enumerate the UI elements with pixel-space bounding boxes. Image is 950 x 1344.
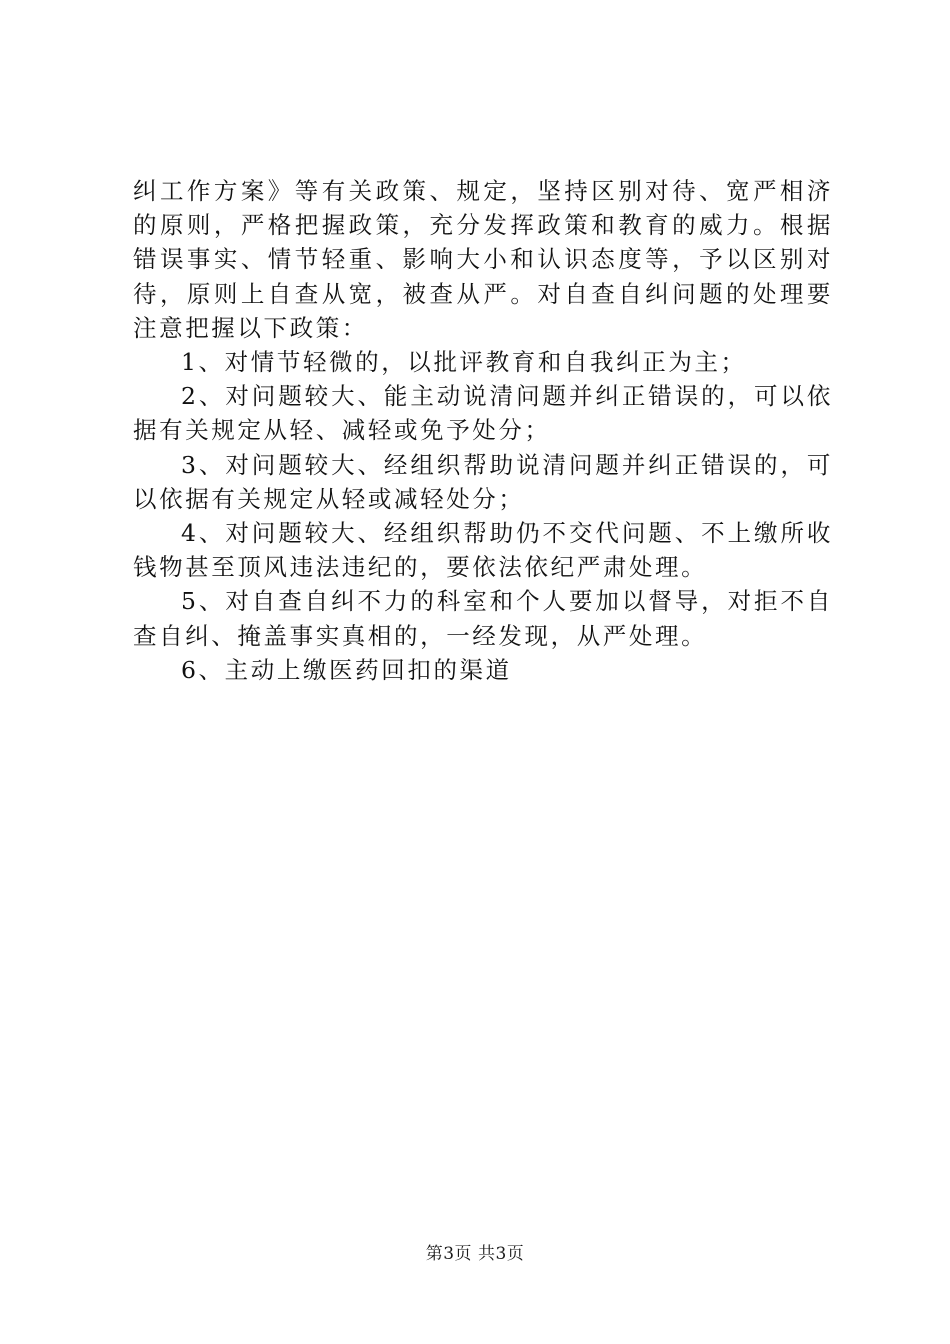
paragraph-item-2: 2、对问题较大、能主动说清问题并纠正错误的，可以依据有关规定从轻、减轻或免予处分；	[133, 382, 833, 445]
paragraph-item-4: 4、对问题较大、经组织帮助仍不交代问题、不上缴所收钱物甚至顶风违法违纪的，要依法依纪严肃处理。	[133, 519, 833, 582]
document-body	[133, 174, 833, 687]
paragraph-item-1: 1、对情节轻微的，以批评教育和自我纠正为主；	[181, 348, 747, 377]
paragraph-item-3: 3、对问题较大、经组织帮助说清问题并纠正错误的，可以依据有关规定从轻或减轻处分；	[133, 450, 833, 513]
page-number-label: 第3页 共3页	[425, 1244, 525, 1264]
paragraph-policy-intro: 纠工作方案》等有关政策、规定，坚持区别对待、宽严相济的原则，严格把握政策，充分发挥政策和教育的威力。根据错误事实、情节轻重、影响大小和认识态度等，予以区别对待，原则上自查从宽，被查从严。对自查自纠问题的处理要注意把握以下政策：	[133, 177, 833, 342]
paragraph-item-5: 5、对自查自纠不力的科室和个人要加以督导，对拒不自查自纠、掩盖事实真相的，一经发现，从严处理。	[133, 587, 833, 650]
paragraph-item-6: 6、主动上缴医药回扣的渠道	[181, 655, 512, 684]
page-footer	[0, 1243, 950, 1265]
